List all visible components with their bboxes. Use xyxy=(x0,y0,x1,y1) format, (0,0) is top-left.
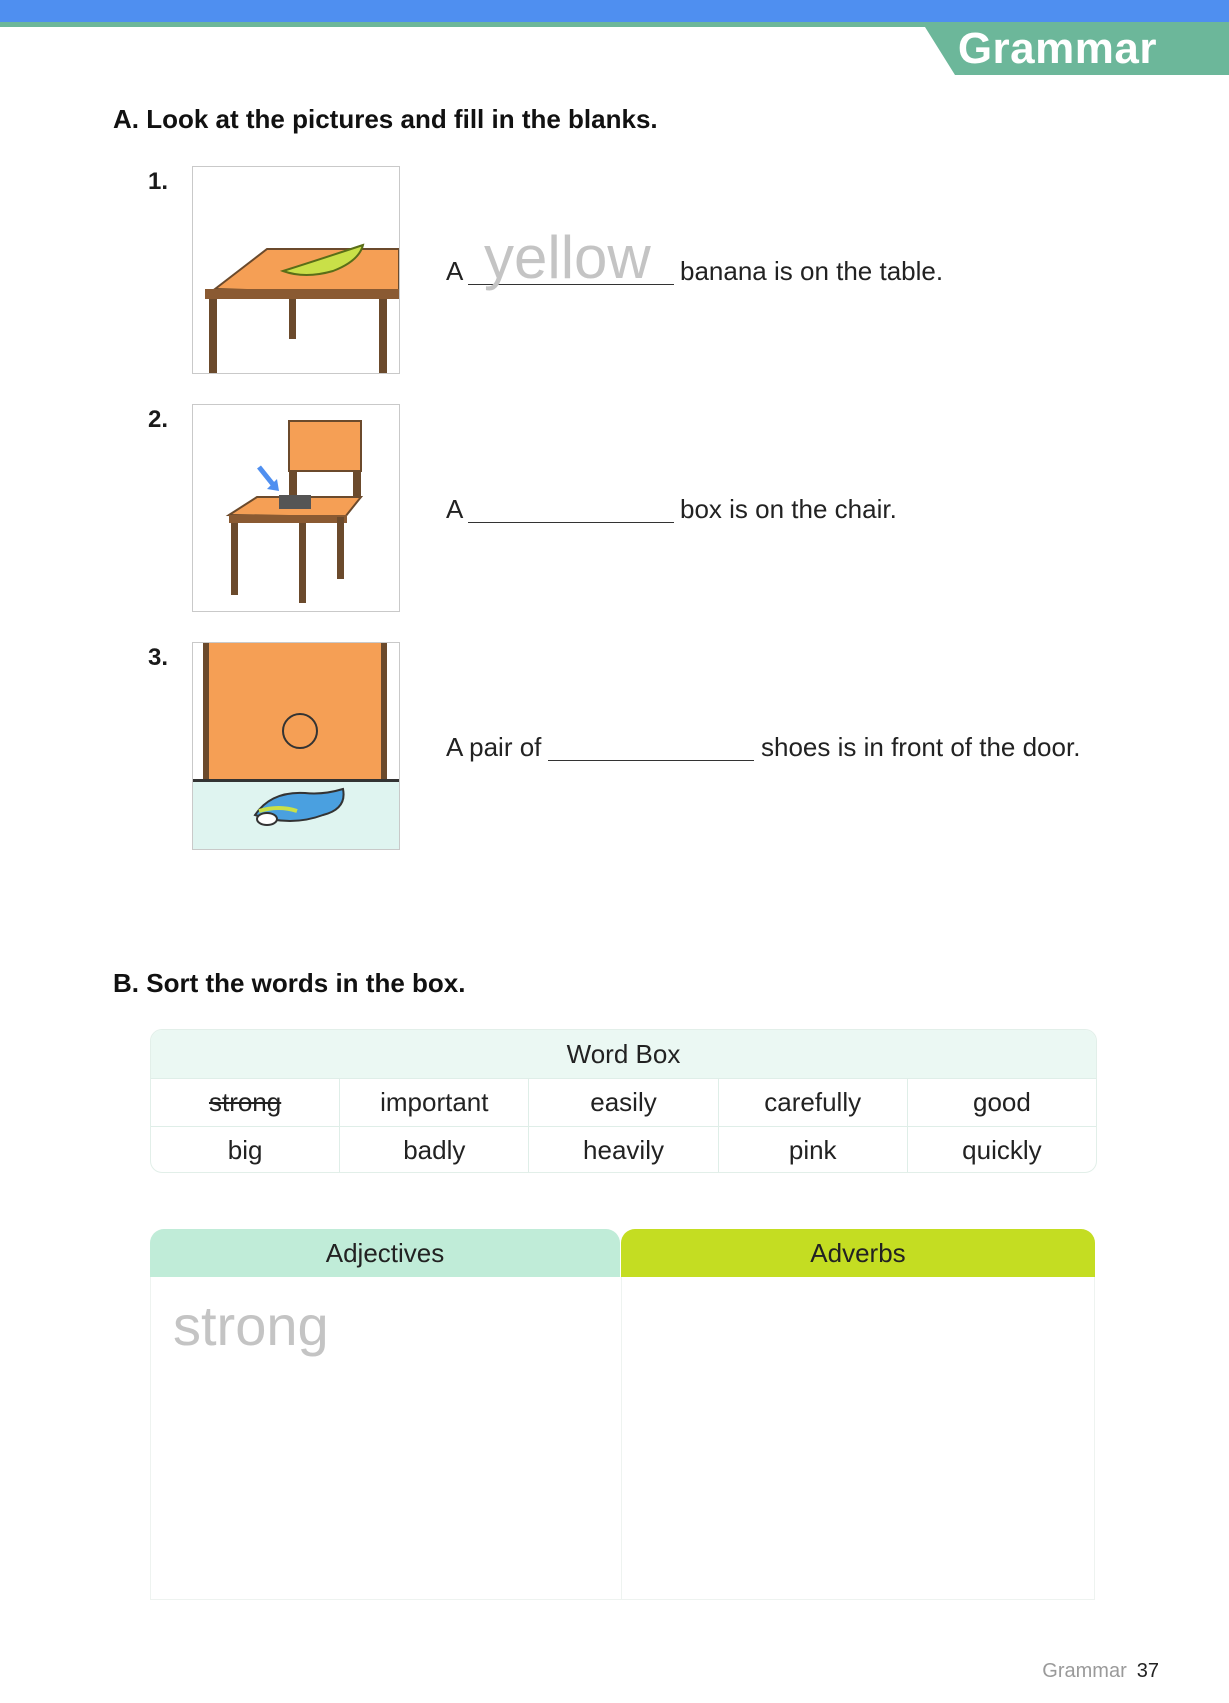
top-color-bar xyxy=(0,0,1229,22)
word-big: big xyxy=(227,1135,263,1165)
page-footer xyxy=(1042,1660,1159,1683)
word-badly: badly xyxy=(339,1127,528,1173)
picture-shoes-by-door xyxy=(192,642,400,850)
word-important: important xyxy=(339,1079,528,1126)
word-box-row xyxy=(151,1126,1096,1173)
question-1-suffix: banana is on the table. xyxy=(680,256,944,286)
adjectives-column[interactable] xyxy=(150,1277,622,1600)
word-strong: strong xyxy=(208,1087,282,1117)
word-heavily: heavily xyxy=(528,1127,717,1173)
question-3-suffix: shoes is in front of the door. xyxy=(761,732,1081,762)
footer-label: Grammar xyxy=(1042,1660,1127,1682)
question-2-number: 2. xyxy=(148,406,169,433)
adjectives-sample-answer: strong xyxy=(173,1294,329,1357)
picture-banana-on-table xyxy=(192,166,400,374)
section-b-title: B. Sort the words in the box. xyxy=(113,968,466,998)
question-2-blank[interactable] xyxy=(468,476,674,523)
question-2-suffix: box is on the chair. xyxy=(680,494,897,524)
question-1-prefix: A xyxy=(446,256,464,286)
question-3-blank[interactable] xyxy=(548,714,754,761)
word-box xyxy=(150,1029,1097,1173)
question-3-number: 3. xyxy=(148,644,169,671)
word-carefully: carefully xyxy=(718,1079,907,1126)
word-box-title: Word Box xyxy=(151,1030,1096,1078)
question-1-answer: yellow xyxy=(484,224,651,291)
question-1-blank[interactable] xyxy=(468,224,674,291)
box-chair-illustration xyxy=(193,405,399,611)
question-2-prefix: A xyxy=(446,494,464,524)
adverbs-column[interactable] xyxy=(621,1277,1095,1600)
question-3-prefix: A pair of xyxy=(446,732,542,762)
shoes-door-illustration xyxy=(193,643,399,849)
sort-table xyxy=(150,1229,1095,1601)
banana-table-illustration xyxy=(193,167,399,373)
adverbs-header: Adverbs xyxy=(621,1229,1095,1277)
word-good: good xyxy=(907,1079,1096,1126)
word-quickly: quickly xyxy=(907,1127,1096,1173)
page-header-title: Grammar xyxy=(957,24,1157,73)
picture-box-on-chair xyxy=(192,404,400,612)
word-easily: easily xyxy=(528,1079,717,1126)
page-number: 37 xyxy=(1136,1660,1159,1682)
question-1-number: 1. xyxy=(148,168,169,195)
word-box-row xyxy=(151,1078,1096,1126)
section-a-title: A. Look at the pictures and fill in the blanks. xyxy=(113,104,658,134)
word-pink: pink xyxy=(718,1127,907,1173)
adjectives-header: Adjectives xyxy=(150,1229,620,1277)
